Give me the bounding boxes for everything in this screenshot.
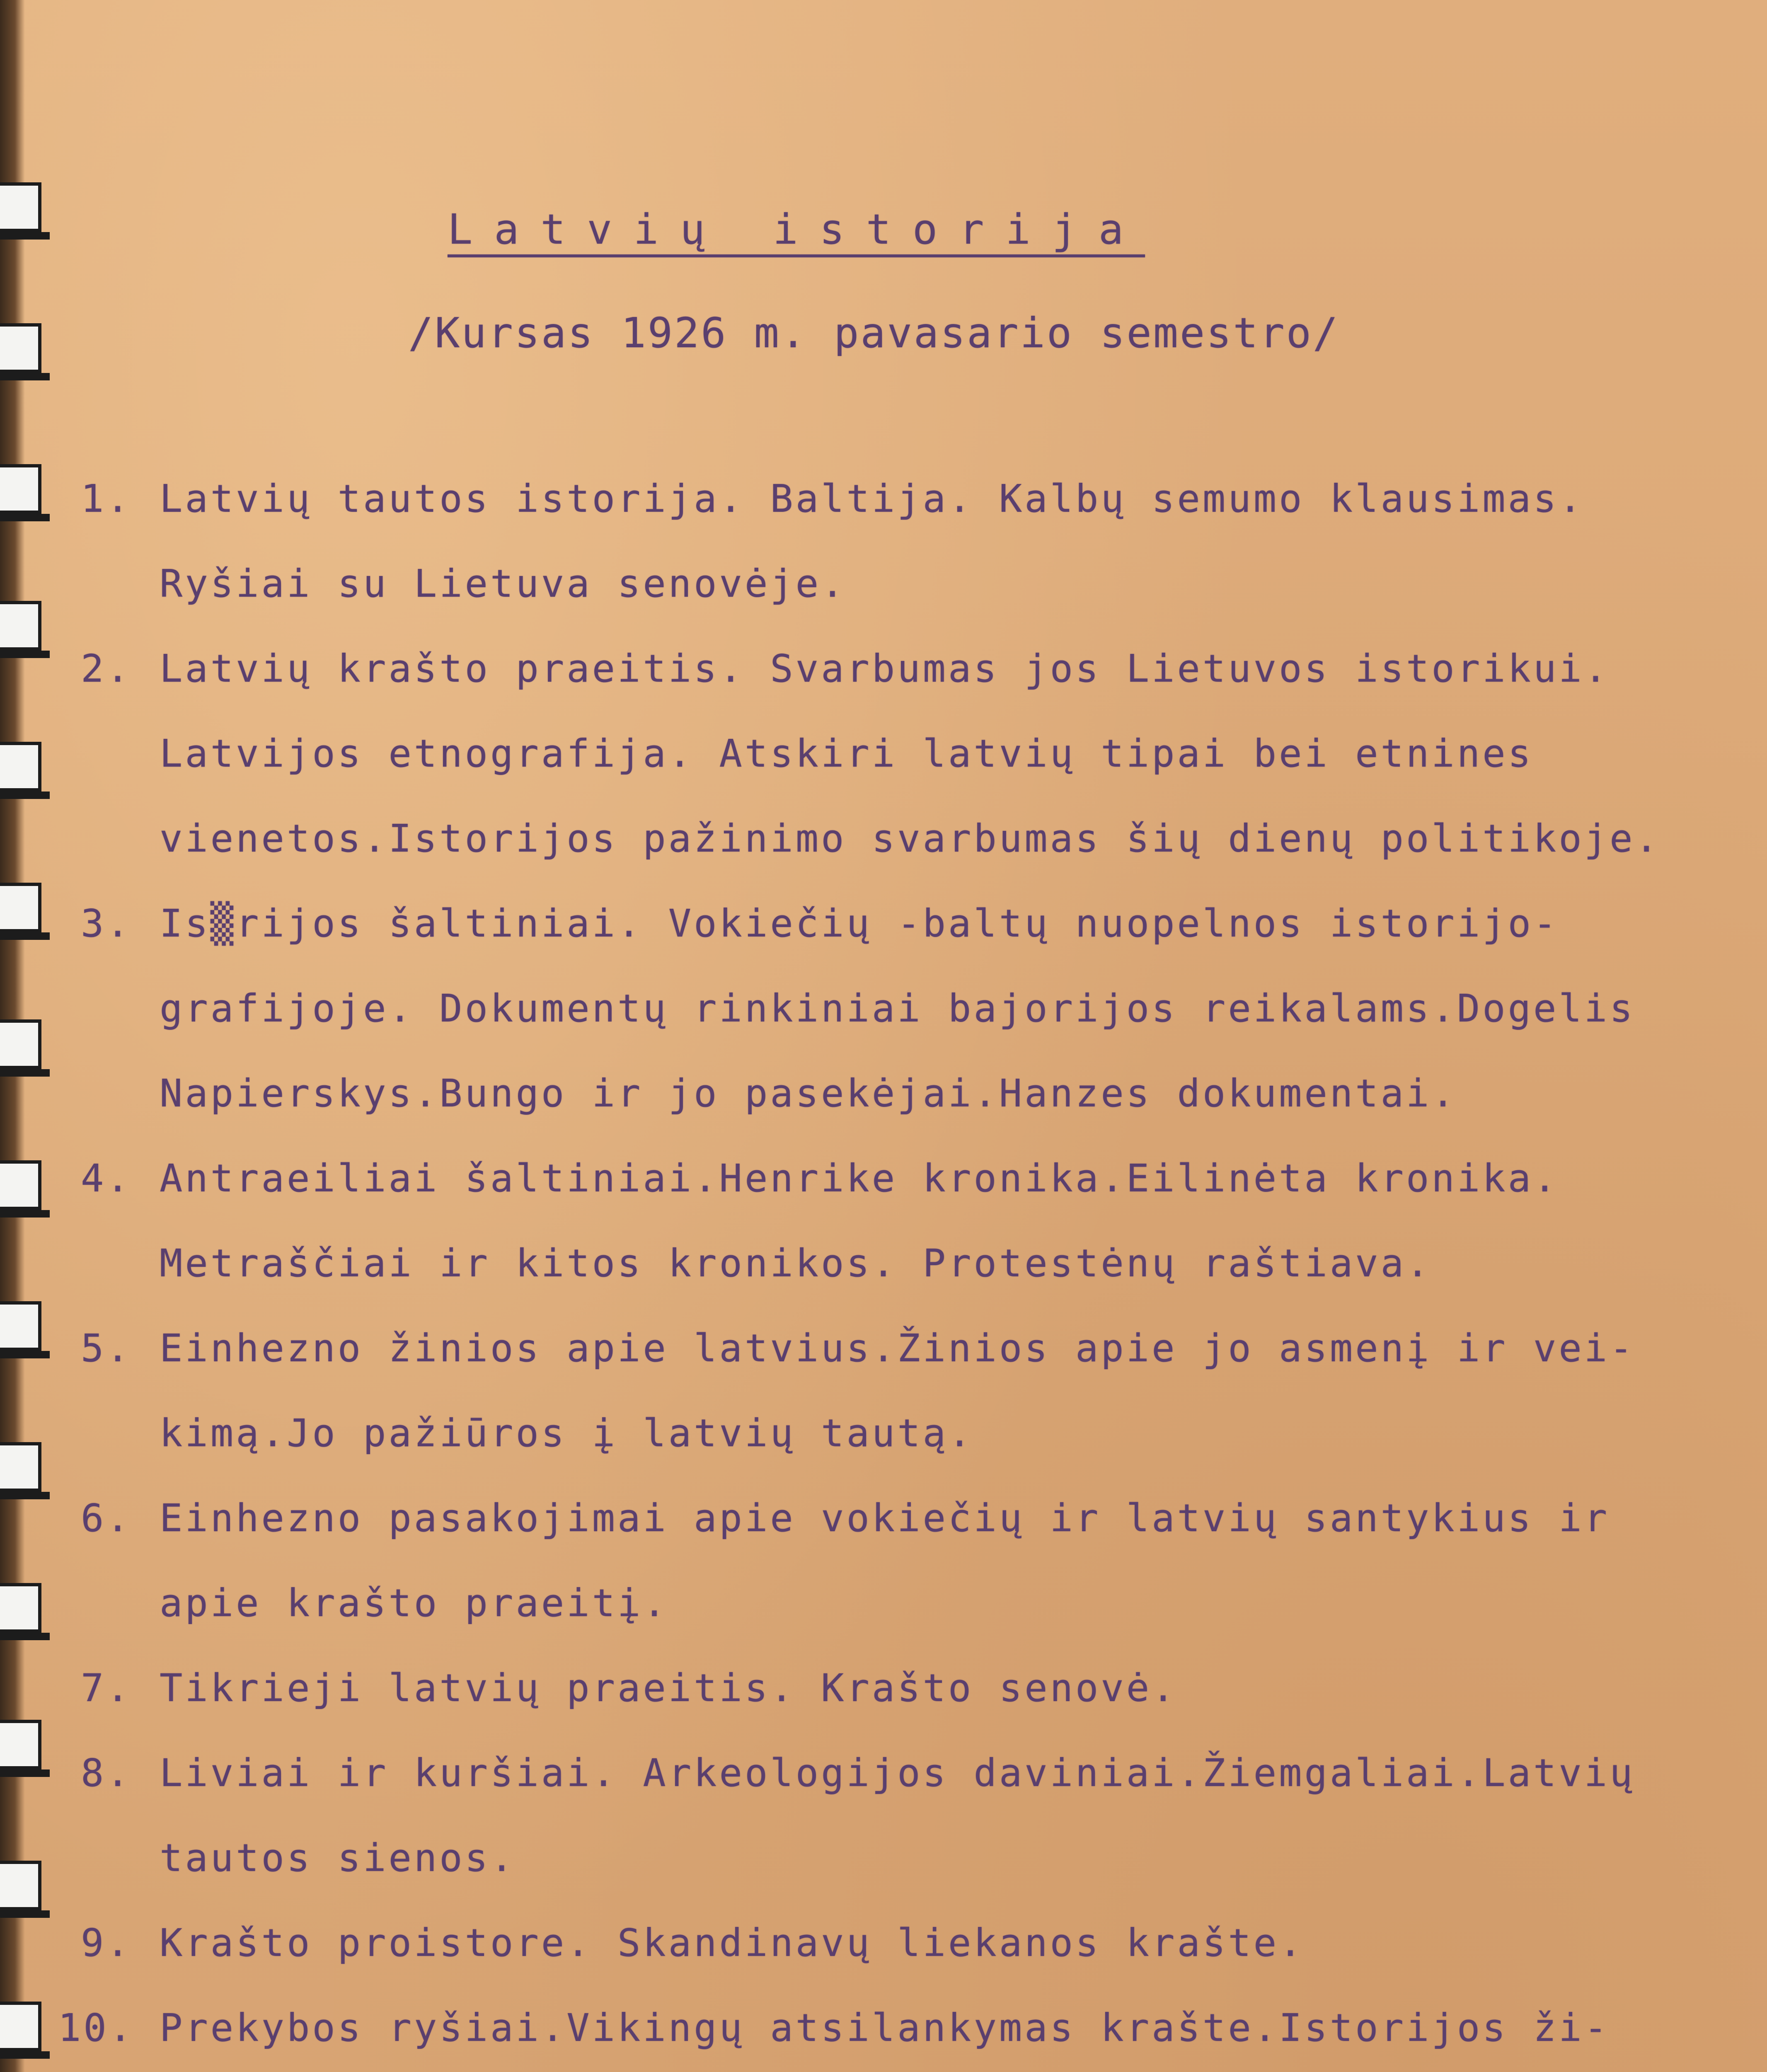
list-item-line: Einhezno pasakojimai apie vokiečių ir latvių santykius ir — [160, 1496, 1610, 1540]
binding-ring — [0, 1301, 41, 1351]
list-item-number: 2. — [81, 646, 132, 691]
binding-ring — [0, 1442, 41, 1492]
list-item-line: kimą.Jo pažiūros į latvių tautą. — [160, 1411, 974, 1455]
list-item-number: 5. — [81, 1326, 132, 1370]
binding-ring — [0, 1160, 41, 1210]
list-item-line: grafijoje. Dokumentų rinkiniai bajorijos reikalams.Dogelis — [160, 986, 1635, 1031]
binding-ring — [0, 182, 41, 232]
list-item-line: Krašto proistore. Skandinavų liekanos krašte. — [160, 1921, 1305, 1965]
list-item-line: Liviai ir kuršiai. Arkeologijos daviniai.Žiemgaliai.Latvių — [160, 1751, 1635, 1795]
binding-ring — [0, 323, 41, 373]
binding-ring — [0, 1720, 41, 1769]
list-item-number: 3. — [81, 901, 132, 946]
list-item-number: 9. — [81, 1921, 132, 1965]
list-item-number: 1. — [81, 477, 132, 521]
list-item-line: Tikrieji latvių praeitis. Krašto senovė. — [160, 1666, 1177, 1710]
list-item-line: Latvių tautos istorija. Baltija. Kalbų semumo klausimas. — [160, 477, 1584, 521]
binding-ring — [0, 464, 41, 514]
binding-ring — [0, 601, 41, 651]
document-title: Latvių istorija — [448, 205, 1145, 254]
list-item-line: tautos sienos. — [160, 1836, 516, 1880]
list-item-number: 4. — [81, 1156, 132, 1201]
list-item-line: Latvijos etnografija. Atskiri latvių tipai bei etnines — [160, 731, 1533, 776]
binding-ring — [0, 883, 41, 932]
list-item-line: apie krašto praeitį. — [160, 1581, 668, 1625]
binding-ring — [0, 742, 41, 792]
binding-ring — [0, 2002, 41, 2051]
list-item-line: Napierskys.Bungo ir jo pasekėjai.Hanzes dokumentai. — [160, 1071, 1457, 1116]
list-item-line: Ryšiai su Lietuva senovėje. — [160, 562, 847, 606]
binding-ring — [0, 1019, 41, 1069]
list-item-number: 7. — [81, 1666, 132, 1710]
list-item-number: 8. — [81, 1751, 132, 1795]
list-item-line: vienetos.Istorijos pažinimo svarbumas šių dienų politikoje. — [160, 816, 1660, 861]
list-item-line: Einhezno žinios apie latvius.Žinios apie jo asmenį ir vei- — [160, 1326, 1635, 1370]
binding-ring — [0, 1583, 41, 1633]
list-item-line: Antraeiliai šaltiniai.Henrike kronika.Eilinėta kronika. — [160, 1156, 1559, 1201]
binding-ring — [0, 1861, 41, 1910]
list-item-number: 6. — [81, 1496, 132, 1540]
list-item-line: Prekybos ryšiai.Vikingų atsilankymas krašte.Istorijos ži- — [160, 2006, 1610, 2050]
document-subtitle: /Kursas 1926 m. pavasario semestro/ — [408, 309, 1340, 357]
list-item-line: Metraščiai ir kitos kronikos. Protestėnų raštiava. — [160, 1241, 1432, 1285]
list-item-line: Is▒rijos šaltiniai. Vokiečių -baltų nuopelnos istorijo- — [160, 901, 1559, 946]
list-item-line: Latvių krašto praeitis. Svarbumas jos Lietuvos istorikui. — [160, 646, 1610, 691]
list-item-number: 10. — [58, 2006, 135, 2050]
